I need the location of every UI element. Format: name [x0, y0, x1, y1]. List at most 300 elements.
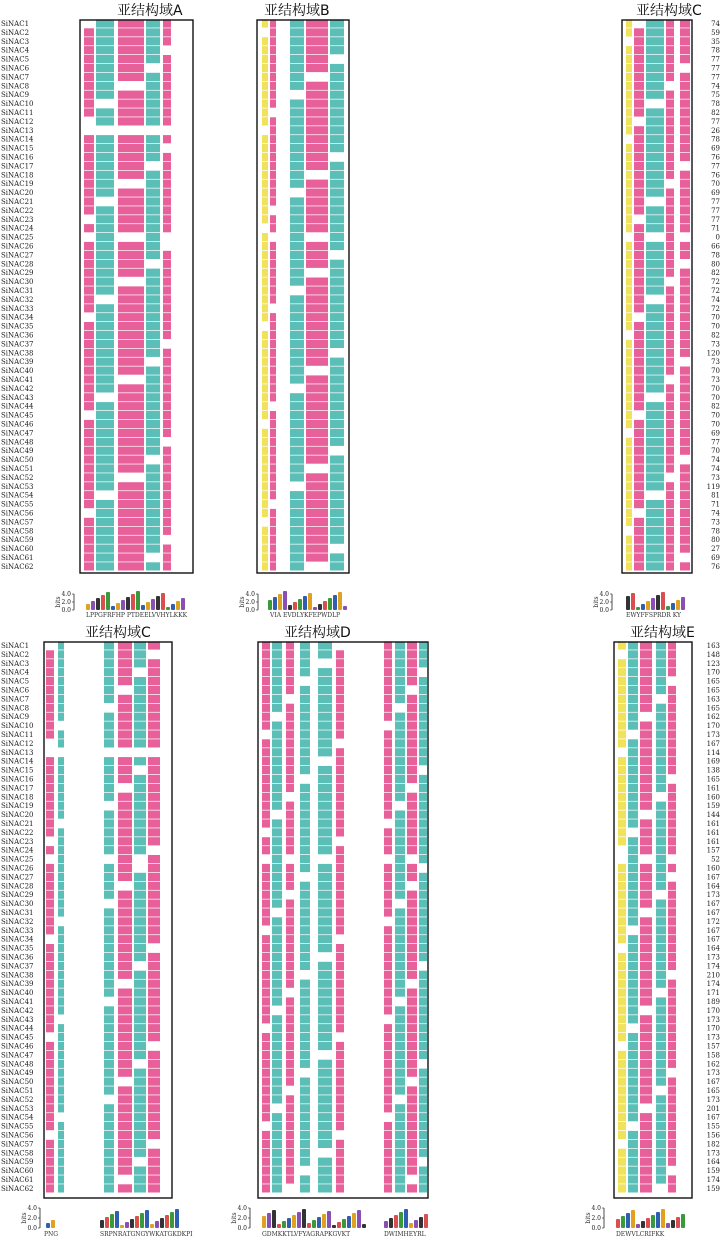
residue-block: [163, 456, 171, 464]
residue-block: [330, 269, 344, 277]
sequence-length: 173: [706, 1033, 720, 1042]
residue-block: [626, 108, 632, 116]
residue-block: [668, 1078, 676, 1086]
residue-block: [384, 793, 392, 801]
residue-block: [262, 900, 270, 908]
sequence-name: SiNAC17: [1, 784, 34, 793]
residue-block: [680, 286, 690, 294]
residue-block: [628, 917, 638, 925]
residue-block: [84, 358, 94, 366]
residue-block: [656, 1069, 666, 1077]
residue-block: [680, 117, 690, 125]
residue-block: [626, 464, 632, 472]
residue-block: [646, 28, 664, 36]
residue-block: [395, 1069, 405, 1077]
residue-block: [626, 482, 632, 490]
residue-block: [118, 802, 132, 810]
residue-block: [640, 1042, 652, 1050]
logo-tick-label: 4.0: [245, 591, 255, 598]
residue-block: [104, 1042, 114, 1050]
residue-block: [646, 153, 664, 161]
residue-block: [646, 438, 664, 446]
residue-block: [262, 802, 270, 810]
residue-block: [286, 873, 294, 881]
residue-block: [163, 135, 171, 143]
residue-block: [618, 739, 626, 747]
logo-letter: [636, 1224, 640, 1228]
sequence-name: SiNAC25: [1, 233, 34, 242]
residue-block: [163, 295, 171, 303]
residue-block: [300, 989, 310, 997]
residue-block: [272, 802, 282, 810]
residue-block: [290, 473, 304, 481]
residue-block: [330, 313, 344, 321]
residue-block: [336, 917, 344, 925]
residue-block: [262, 980, 270, 988]
residue-block: [330, 295, 344, 303]
residue-block: [300, 1078, 310, 1086]
residue-block: [146, 144, 160, 152]
sequence-length: 80: [711, 536, 720, 545]
residue-block: [58, 730, 64, 738]
residue-block: [306, 206, 328, 214]
residue-block: [656, 1122, 666, 1130]
residue-block: [148, 989, 160, 997]
residue-block: [318, 917, 332, 925]
residue-block: [96, 553, 114, 561]
residue-block: [262, 402, 268, 410]
residue-block: [666, 215, 674, 223]
residue-block: [656, 855, 666, 863]
residue-block: [384, 828, 392, 836]
residue-block: [58, 828, 64, 836]
residue-block: [666, 402, 674, 410]
residue-block: [270, 180, 276, 188]
residue-block: [395, 1078, 405, 1086]
sequence-name: SiNAC22: [1, 206, 34, 215]
residue-block: [668, 846, 676, 854]
residue-block: [407, 971, 417, 979]
residue-block: [118, 260, 144, 268]
sequence-name: SiNAC18: [1, 171, 34, 180]
residue-block: [58, 704, 64, 712]
logo-letter: [641, 1221, 645, 1228]
residue-block: [407, 908, 417, 916]
top-row: [1, 545, 720, 554]
sequence-name: SiNAC48: [1, 1060, 34, 1069]
residue-block: [618, 722, 626, 730]
residue-block: [628, 1078, 638, 1086]
residue-block: [270, 46, 276, 54]
residue-block: [270, 28, 276, 36]
residue-block: [634, 64, 644, 72]
residue-block: [306, 224, 328, 232]
residue-block: [272, 766, 282, 774]
residue-block: [407, 1095, 417, 1103]
residue-block: [306, 553, 328, 561]
residue-block: [656, 802, 666, 810]
sequence-name: SiNAC41: [1, 998, 34, 1006]
residue-block: [272, 1158, 282, 1166]
residue-block: [118, 1086, 132, 1094]
residue-block: [96, 135, 114, 143]
residue-block: [262, 215, 268, 223]
residue-block: [163, 73, 171, 81]
sequence-length: 160: [706, 864, 720, 873]
residue-block: [286, 1095, 294, 1103]
logo-letter: [651, 1215, 655, 1228]
residue-block: [640, 659, 652, 667]
residue-block: [618, 837, 626, 845]
sequence-length: 74: [711, 465, 720, 473]
residue-block: [668, 837, 676, 845]
sequence-length: 167: [706, 926, 720, 935]
residue-block: [656, 837, 666, 845]
residue-block: [668, 819, 676, 827]
residue-block: [628, 819, 638, 827]
residue-block: [262, 1158, 270, 1166]
residue-block: [262, 162, 268, 170]
sequence-name: SiNAC12: [1, 739, 34, 748]
sequence-length: 77: [711, 117, 720, 126]
residue-block: [680, 269, 690, 277]
residue-block: [419, 793, 427, 801]
residue-block: [104, 677, 114, 685]
top-row: [1, 206, 720, 215]
residue-block: [163, 313, 171, 321]
logo-letter: [288, 605, 292, 610]
residue-block: [626, 224, 632, 232]
residue-block: [300, 900, 310, 908]
residue-block: [330, 162, 344, 170]
residue-block: [290, 331, 304, 339]
residue-block: [628, 900, 638, 908]
residue-block: [668, 1131, 676, 1139]
residue-block: [656, 926, 666, 934]
residue-block: [419, 713, 427, 721]
residue-block: [146, 331, 160, 339]
residue-block: [656, 650, 666, 658]
residue-block: [46, 917, 54, 925]
residue-block: [419, 953, 427, 961]
residue-block: [640, 1015, 652, 1023]
residue-block: [104, 980, 114, 988]
residue-block: [270, 420, 276, 428]
sequence-name: SiNAC8: [1, 82, 30, 91]
residue-block: [46, 677, 54, 685]
residue-block: [96, 438, 114, 446]
residue-block: [84, 135, 94, 143]
residue-block: [634, 233, 644, 241]
bottom-row: [1, 980, 721, 989]
residue-block: [148, 802, 160, 810]
residue-block: [118, 650, 132, 658]
motif-label-e: DEWVLCRIFKK: [616, 1231, 665, 1238]
bottom-row: [1, 677, 720, 686]
residue-block: [104, 1175, 114, 1183]
logo-letter: [105, 1217, 109, 1228]
bottom-row: [1, 900, 720, 909]
residue-block: [118, 1033, 132, 1041]
residue-block: [419, 1122, 427, 1130]
residue-block: [118, 242, 144, 250]
sequence-length: 74: [711, 509, 720, 518]
sequence-length: 148: [706, 650, 720, 659]
residue-block: [58, 713, 64, 721]
residue-block: [680, 420, 690, 428]
residue-block: [306, 384, 328, 392]
sequence-name: SiNAC2: [1, 650, 30, 659]
residue-block: [272, 1015, 282, 1023]
sequence-length: 167: [706, 739, 720, 748]
residue-block: [384, 891, 392, 899]
residue-block: [46, 891, 54, 899]
residue-block: [407, 748, 417, 756]
residue-block: [666, 553, 674, 561]
residue-block: [104, 1104, 114, 1112]
residue-block: [272, 650, 282, 658]
residue-block: [634, 269, 644, 277]
residue-block: [680, 331, 690, 339]
residue-block: [286, 935, 294, 943]
residue-block: [384, 1086, 392, 1094]
residue-block: [286, 704, 294, 712]
residue-block: [58, 926, 64, 934]
top-row: [1, 144, 720, 153]
residue-block: [46, 766, 54, 774]
residue-block: [640, 1060, 652, 1068]
sequence-name: SiNAC55: [1, 500, 34, 509]
residue-block: [262, 677, 270, 685]
residue-block: [146, 527, 160, 535]
residue-block: [148, 730, 160, 738]
bottom-row: [1, 704, 720, 713]
residue-block: [419, 1167, 427, 1175]
residue-block: [262, 659, 270, 667]
sequence-length: 70: [711, 180, 720, 189]
residue-block: [134, 971, 146, 979]
residue-block: [262, 971, 270, 979]
residue-block: [146, 562, 160, 570]
logo-letter: [671, 603, 675, 610]
residue-block: [146, 384, 160, 392]
residue-block: [146, 153, 160, 161]
residue-block: [419, 855, 427, 863]
residue-block: [626, 171, 632, 179]
residue-block: [680, 108, 690, 116]
residue-block: [419, 775, 427, 783]
top-row: [1, 393, 720, 402]
residue-block: [118, 224, 144, 232]
residue-block: [272, 1069, 282, 1077]
sequence-length: 114: [706, 748, 720, 757]
residue-block: [300, 846, 310, 854]
sequence-length: 161: [706, 784, 720, 793]
residue-block: [46, 802, 54, 810]
residue-block: [640, 1122, 652, 1130]
residue-block: [272, 1051, 282, 1059]
residue-block: [680, 73, 690, 81]
residue-block: [628, 1149, 638, 1157]
residue-block: [96, 46, 114, 54]
residue-block: [336, 873, 344, 881]
residue-block: [104, 882, 114, 890]
logo-letter: [616, 1219, 620, 1228]
sequence-length: 164: [706, 882, 720, 891]
logo-letter: [384, 1221, 388, 1228]
sequence-name: SiNAC22: [1, 828, 34, 837]
logo-axis-label: bits: [593, 596, 600, 608]
residue-block: [46, 1122, 54, 1130]
sequence-name: SiNAC35: [1, 944, 34, 953]
residue-block: [96, 384, 114, 392]
residue-block: [395, 953, 405, 961]
residue-block: [286, 1158, 294, 1166]
residue-block: [134, 722, 146, 730]
residue-block: [666, 464, 674, 472]
residue-block: [384, 1024, 392, 1032]
residue-block: [680, 135, 690, 143]
residue-block: [336, 1024, 344, 1032]
top-row: [1, 402, 720, 411]
residue-block: [666, 518, 674, 526]
residue-block: [96, 518, 114, 526]
residue-block: [668, 944, 676, 952]
residue-block: [330, 206, 344, 214]
residue-block: [634, 420, 644, 428]
residue-block: [262, 153, 268, 161]
residue-block: [134, 953, 146, 961]
residue-block: [640, 730, 652, 738]
residue-block: [290, 545, 304, 553]
residue-block: [618, 766, 626, 774]
residue-block: [646, 500, 664, 508]
residue-block: [634, 126, 644, 134]
residue-block: [118, 837, 132, 845]
residue-block: [46, 1095, 54, 1103]
residue-block: [318, 997, 332, 1005]
residue-block: [318, 891, 332, 899]
residue-block: [407, 1069, 417, 1077]
residue-block: [270, 215, 276, 223]
residue-block: [148, 1024, 160, 1032]
sequence-length: 138: [706, 766, 720, 775]
residue-block: [134, 695, 146, 703]
residue-block: [148, 1122, 160, 1130]
residue-block: [656, 900, 666, 908]
residue-block: [118, 695, 132, 703]
residue-block: [330, 375, 344, 383]
residue-block: [134, 926, 146, 934]
residue-block: [104, 837, 114, 845]
residue-block: [395, 864, 405, 872]
sequence-length: 159: [706, 802, 720, 811]
residue-block: [84, 73, 94, 81]
residue-block: [262, 340, 268, 348]
logo-letter: [298, 599, 302, 610]
residue-block: [318, 668, 332, 676]
residue-block: [163, 278, 171, 286]
residue-block: [634, 482, 644, 490]
residue-block: [163, 117, 171, 125]
residue-block: [148, 882, 160, 890]
residue-block: [163, 464, 171, 472]
sequence-length: 170: [706, 1006, 720, 1015]
residue-block: [84, 402, 94, 410]
residue-block: [118, 144, 144, 152]
sequence-name: SiNAC20: [1, 811, 34, 820]
sequence-length: 66: [711, 242, 720, 251]
residue-block: [163, 286, 171, 294]
residue-block: [306, 215, 328, 223]
residue-block: [290, 420, 304, 428]
residue-block: [300, 944, 310, 952]
residue-block: [134, 686, 146, 694]
residue-block: [262, 429, 268, 437]
bottom-row: [1, 828, 720, 837]
residue-block: [656, 980, 666, 988]
sequence-length: 76: [711, 562, 720, 571]
residue-block: [407, 713, 417, 721]
residue-block: [84, 55, 94, 63]
residue-block: [272, 891, 282, 899]
sequence-length: 76: [711, 153, 720, 162]
residue-block: [148, 873, 160, 881]
residue-block: [118, 1184, 132, 1192]
logo-letter: [676, 1217, 680, 1228]
residue-block: [646, 402, 664, 410]
residue-block: [104, 1024, 114, 1032]
residue-block: [148, 864, 160, 872]
top-row: [1, 269, 720, 278]
residue-block: [163, 55, 171, 63]
sequence-length: 70: [711, 384, 720, 393]
residue-block: [306, 28, 328, 36]
residue-block: [666, 322, 674, 330]
residue-block: [668, 757, 676, 765]
residue-block: [272, 917, 282, 925]
sequence-length: 72: [711, 278, 720, 287]
residue-block: [395, 784, 405, 792]
residue-block: [306, 349, 328, 357]
residue-block: [407, 1140, 417, 1148]
residue-block: [634, 28, 644, 36]
residue-block: [262, 650, 270, 658]
residue-block: [384, 766, 392, 774]
top-row: [1, 411, 720, 420]
residue-block: [628, 1060, 638, 1068]
residue-block: [656, 864, 666, 872]
residue-block: [146, 91, 160, 99]
residue-block: [668, 748, 676, 756]
residue-block: [272, 882, 282, 890]
residue-block: [148, 935, 160, 943]
residue-block: [148, 695, 160, 703]
residue-block: [330, 509, 344, 517]
residue-block: [134, 819, 146, 827]
residue-block: [300, 855, 310, 863]
residue-block: [46, 1078, 54, 1086]
residue-block: [148, 1078, 160, 1086]
residue-block: [318, 722, 332, 730]
residue-block: [300, 864, 310, 872]
residue-block: [407, 811, 417, 819]
residue-block: [118, 766, 132, 774]
residue-block: [306, 91, 328, 99]
residue-block: [640, 1051, 652, 1059]
residue-block: [668, 713, 676, 721]
residue-block: [46, 1024, 54, 1032]
